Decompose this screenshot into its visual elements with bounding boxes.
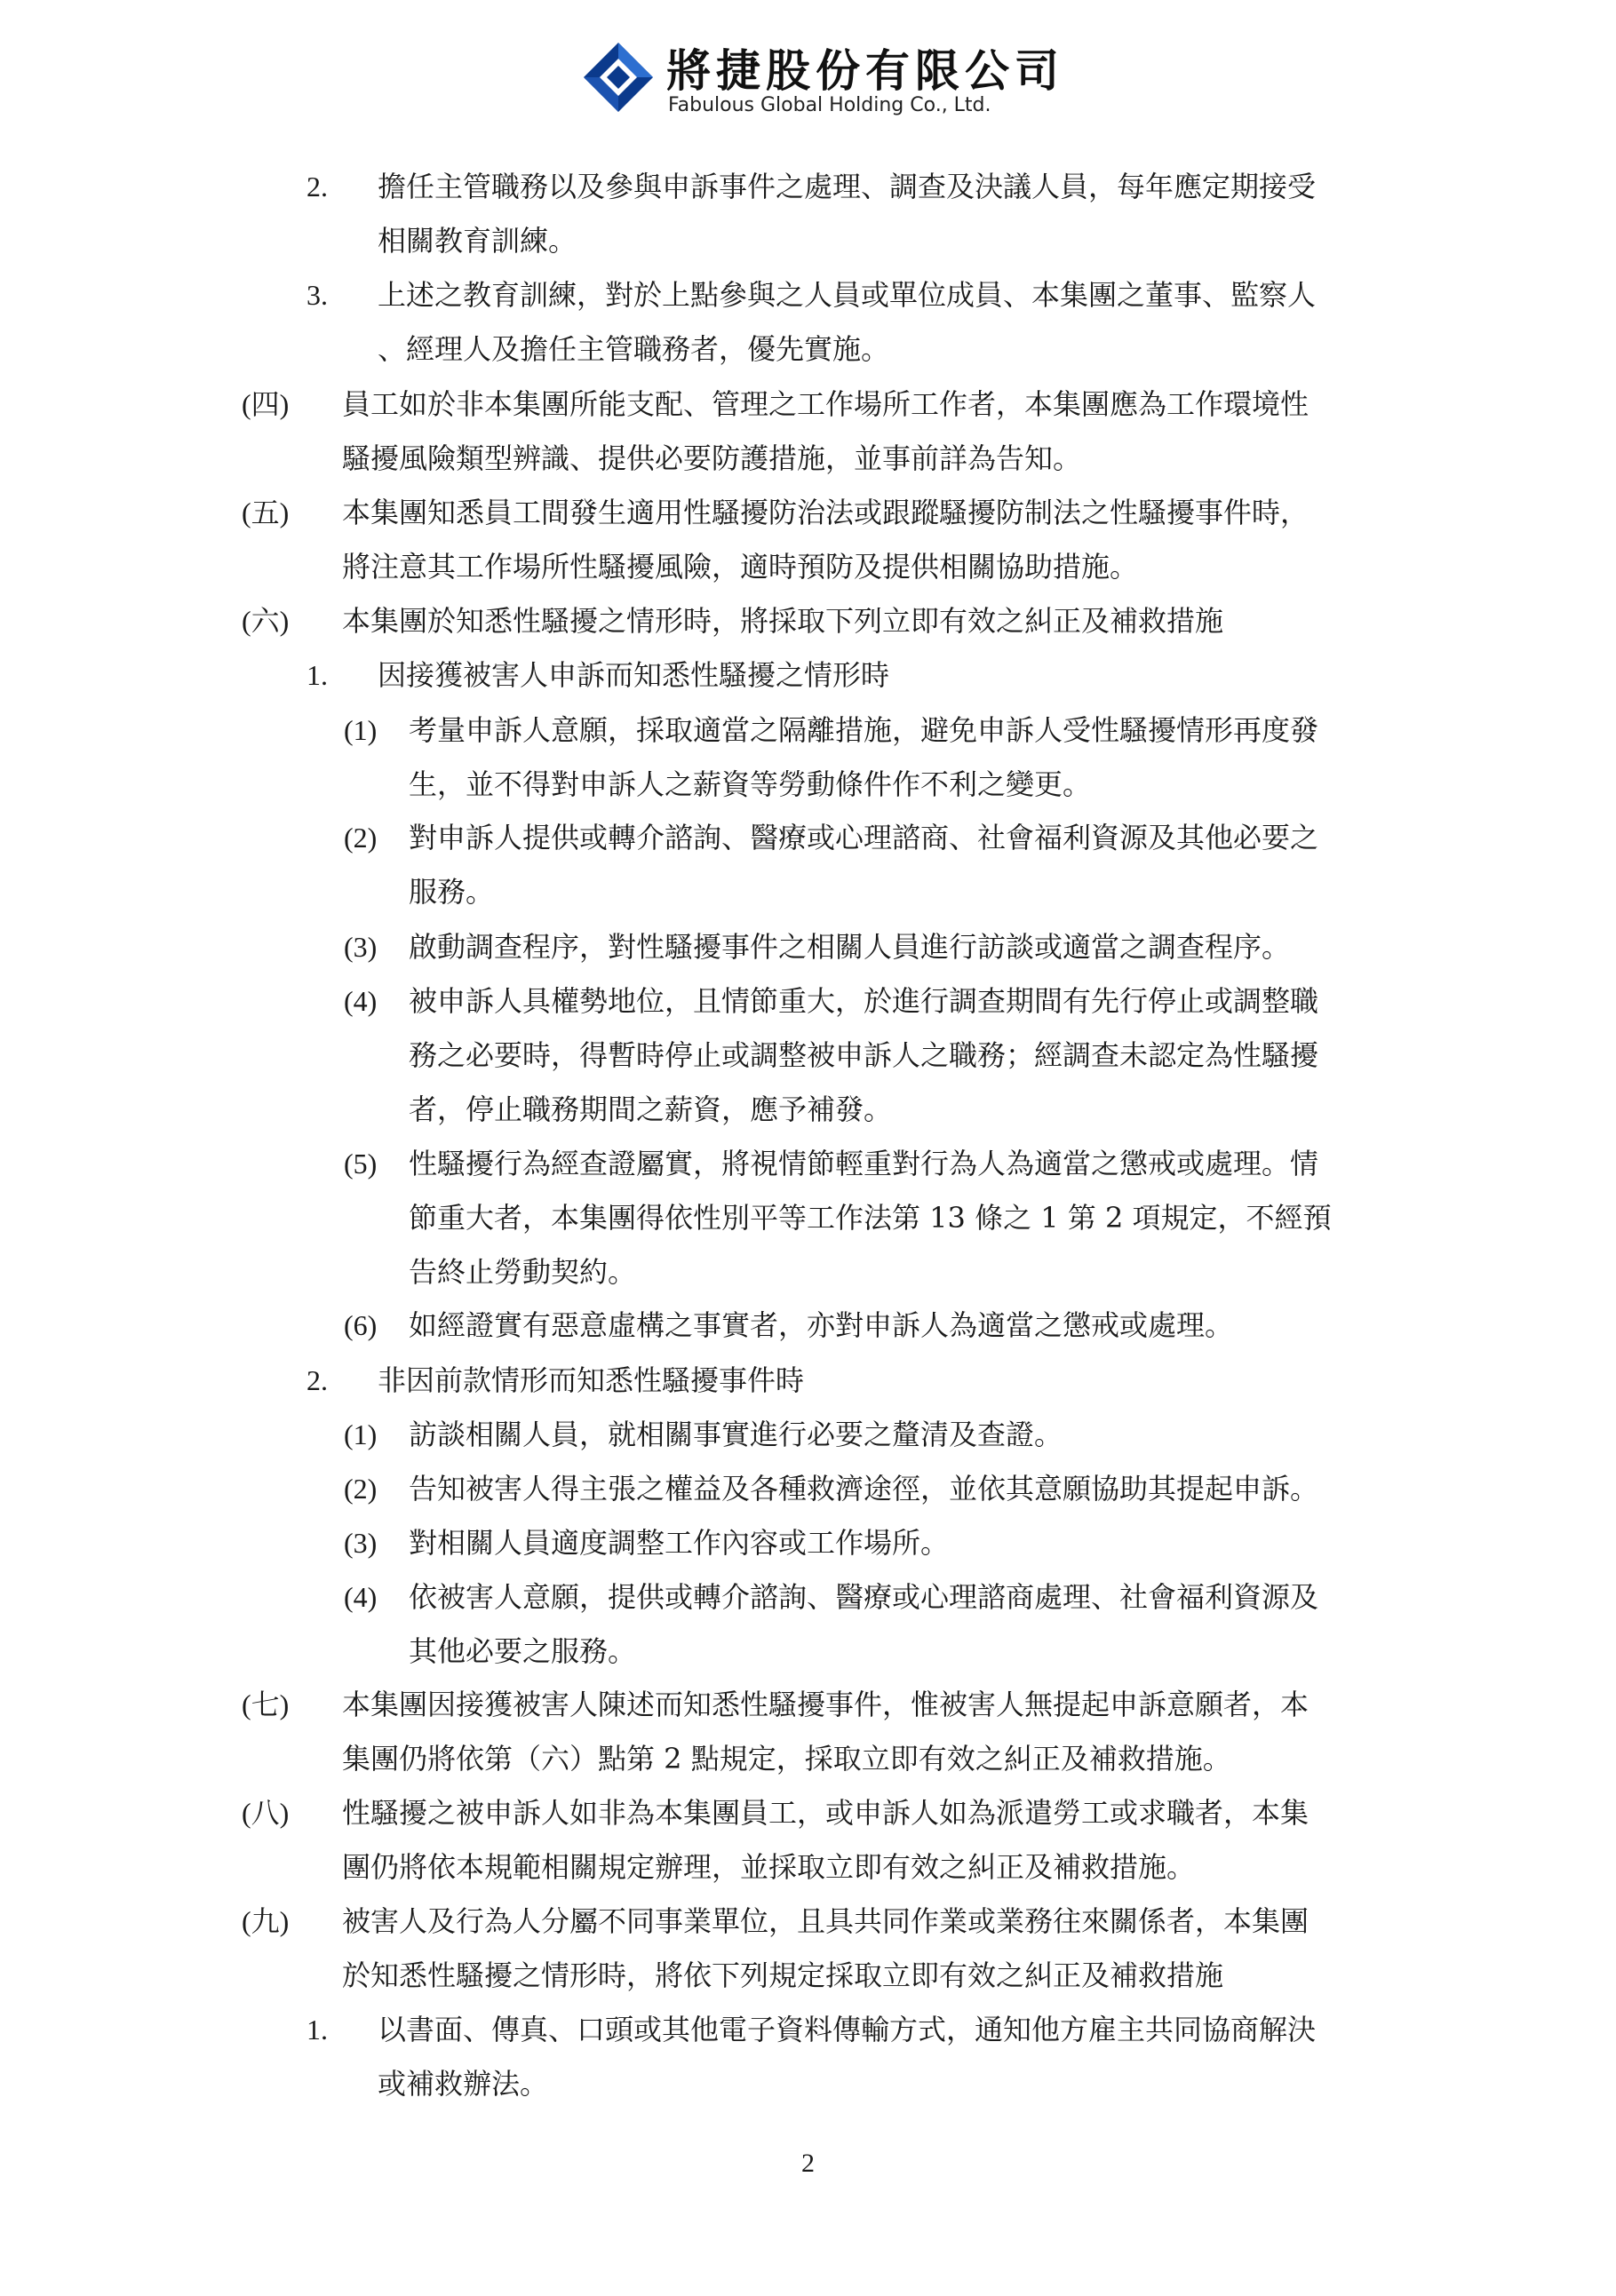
paragraph-line: 本集團因接獲被害人陳述而知悉性騷擾事件，惟被害人無提起申訴意願者，本	[342, 1688, 1310, 1721]
list-marker: (3)	[344, 1527, 378, 1559]
paragraph-line: 考量申訴人意願，採取適當之隔離措施，避免申訴人受性騷擾情形再度發	[409, 713, 1319, 747]
paragraph-line: 其他必要之服務。	[409, 1634, 637, 1668]
list-marker: (4)	[344, 1581, 378, 1613]
list-marker: (七)	[242, 1688, 290, 1720]
paragraph-line: 因接獲被害人申訴而知悉性騷擾之情形時	[378, 658, 890, 692]
paragraph-line: 被申訴人具權勢地位，且情節重大，於進行調查期間有先行停止或調整職	[409, 984, 1319, 1018]
paragraph-line: 或補救辦法。	[378, 2067, 549, 2101]
paragraph-line: 生，並不得對申訴人之薪資等勞動條件作不利之變更。	[409, 767, 1092, 801]
paragraph-line: 員工如於非本集團所能支配、管理之工作場所工作者，本集團應為工作環境性	[342, 387, 1310, 421]
paragraph-line: 擔任主管職務以及參與申訴事件之處理、調查及決議人員，每年應定期接受	[378, 170, 1317, 203]
list-marker: (六)	[242, 605, 290, 637]
list-marker: (1)	[344, 714, 378, 746]
paragraph-line: 於知悉性騷擾之情形時，將依下列規定採取立即有效之糾正及補救措施	[342, 1958, 1224, 1992]
paragraph-line: 服務。	[409, 875, 495, 909]
list-marker: (四)	[242, 388, 290, 420]
paragraph-line: 者，停止職務期間之薪資，應予補發。	[409, 1092, 893, 1126]
list-marker: (2)	[344, 1473, 378, 1505]
paragraph-line: 非因前款情形而知悉性騷擾事件時	[378, 1363, 805, 1397]
list-marker: 3.	[306, 279, 328, 311]
list-marker: 2.	[306, 171, 328, 203]
paragraph-line: 訪談相關人員，就相關事實進行必要之釐清及查證。	[409, 1418, 1063, 1451]
list-marker: (5)	[344, 1148, 378, 1180]
list-marker: (3)	[344, 931, 378, 963]
paragraph-line: 依被害人意願，提供或轉介諮詢、醫療或心理諮商處理、社會福利資源及	[409, 1580, 1319, 1614]
paragraph-line: 以書面、傳真、口頭或其他電子資料傳輸方式，通知他方雇主共同協商解決	[378, 2013, 1317, 2046]
paragraph-line: 上述之教育訓練，對於上點參與之人員或單位成員、本集團之董事、監察人	[378, 278, 1317, 312]
page-number: 2	[801, 2149, 815, 2178]
paragraph-line: 團仍將依本規範相關規定辦理，並採取立即有效之糾正及補救措施。	[342, 1850, 1196, 1884]
paragraph-line: 將注意其工作場所性騷擾風險，適時預防及提供相關協助措施。	[342, 550, 1139, 584]
paragraph-line: 騷擾風險類型辨識、提供必要防護措施，並事前詳為告知。	[342, 441, 1082, 475]
company-name-english: Fabulous Global Holding Co., Ltd.	[668, 94, 991, 116]
company-logo-icon	[582, 41, 655, 114]
paragraph-line: 告知被害人得主張之權益及各種救濟途徑，並依其意願協助其提起申訴。	[409, 1472, 1319, 1506]
paragraph-line: 本集團知悉員工間發生適用性騷擾防治法或跟蹤騷擾防制法之性騷擾事件時，	[342, 496, 1310, 529]
paragraph-line: 對申訴人提供或轉介諮詢、醫療或心理諮商、社會福利資源及其他必要之	[409, 821, 1319, 854]
paragraph-line: 本集團於知悉性騷擾之情形時，將採取下列立即有效之糾正及補救措施	[342, 604, 1224, 638]
list-marker: (1)	[344, 1418, 378, 1450]
list-marker: (八)	[242, 1797, 290, 1829]
list-marker: (九)	[242, 1905, 290, 1937]
list-marker: 1.	[306, 2014, 328, 2046]
document-header	[0, 36, 1616, 124]
list-marker: (五)	[242, 497, 290, 528]
paragraph-line: 、經理人及擔任主管職務者，優先實施。	[378, 332, 890, 366]
list-marker: 2.	[306, 1364, 328, 1396]
paragraph-line: 被害人及行為人分屬不同事業單位，且具共同作業或業務往來關係者，本集團	[342, 1904, 1310, 1938]
list-marker: 1.	[306, 659, 328, 691]
paragraph-line: 對相關人員適度調整工作內容或工作場所。	[409, 1526, 950, 1560]
paragraph-line: 性騷擾行為經查證屬實，將視情節輕重對行為人為適當之懲戒或處理。情	[409, 1147, 1319, 1180]
paragraph-line: 集團仍將依第（六）點第 2 點規定，採取立即有效之糾正及補救措施。	[342, 1742, 1231, 1776]
list-marker: (4)	[344, 985, 378, 1017]
paragraph-line: 相關教育訓練。	[378, 224, 577, 258]
list-marker: (2)	[344, 822, 378, 854]
paragraph-line: 啟動調查程序，對性騷擾事件之相關人員進行訪談或適當之調查程序。	[409, 930, 1291, 964]
paragraph-line: 節重大者，本集團得依性別平等工作法第 13 條之 1 第 2 項規定，不經預	[409, 1201, 1332, 1235]
paragraph-line: 性騷擾之被申訴人如非為本集團員工，或申訴人如為派遣勞工或求職者，本集	[342, 1796, 1310, 1830]
paragraph-line: 如經證實有惡意虛構之事實者，亦對申訴人為適當之懲戒或處理。	[409, 1308, 1234, 1342]
paragraph-line: 務之必要時，得暫時停止或調整被申訴人之職務；經調查未認定為性騷擾	[409, 1038, 1319, 1072]
company-name-chinese: 將捷股份有限公司	[666, 45, 1064, 97]
list-marker: (6)	[344, 1309, 378, 1341]
paragraph-line: 告終止勞動契約。	[409, 1255, 637, 1289]
